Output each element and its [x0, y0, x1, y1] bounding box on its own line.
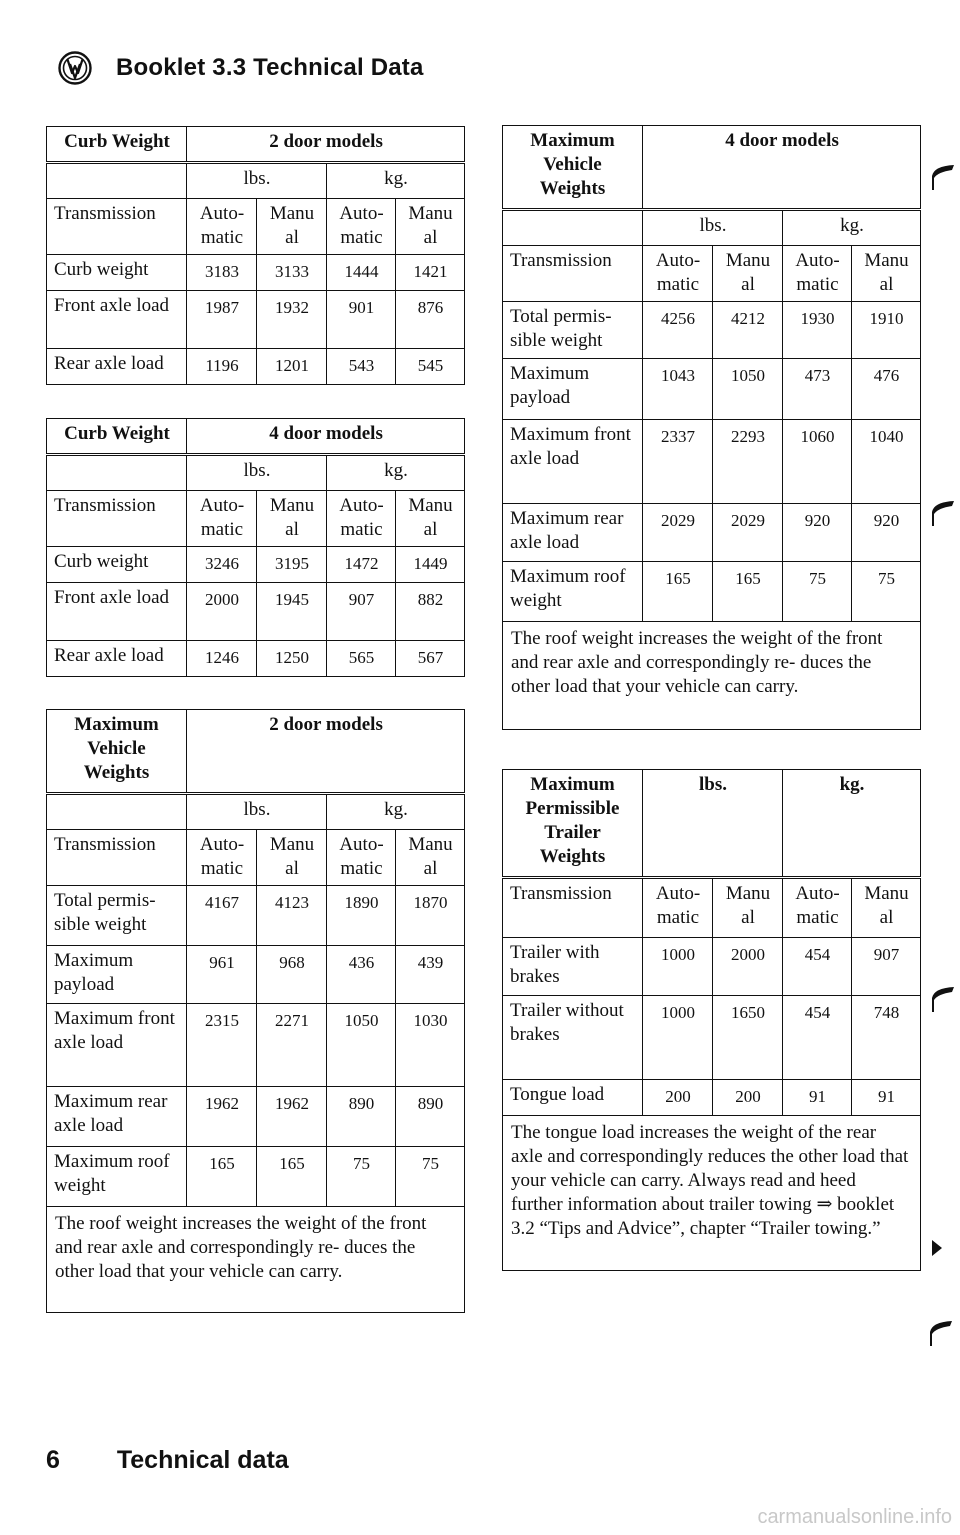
row-label: Rear axle load: [47, 641, 187, 677]
trans-auto: Auto- matic: [187, 199, 257, 255]
cell-value: 439: [396, 946, 465, 1004]
cell-value: 961: [187, 946, 257, 1004]
table-row: [47, 886, 465, 946]
cell-value: 1043: [643, 359, 713, 420]
row-label: Curb weight: [47, 255, 187, 291]
trans-manual: Manu al: [396, 199, 465, 255]
page-title: Booklet 3.3 Technical Data: [116, 54, 424, 81]
cell-value: 3183: [187, 255, 257, 291]
row-label: Trailer with brakes: [503, 938, 643, 996]
cell-value: 476: [852, 359, 921, 420]
max-vehicle-weights-2door-table: [46, 709, 465, 1313]
cell-value: 1962: [257, 1087, 327, 1147]
cell-value: 3133: [257, 255, 327, 291]
table-title: Maximum Vehicle Weights: [503, 126, 643, 210]
table-row: [47, 291, 465, 349]
table-row: [47, 1087, 465, 1147]
row-label: Transmission: [47, 830, 187, 886]
unit-lbs: lbs.: [643, 210, 783, 246]
trans-auto: Auto- matic: [643, 878, 713, 938]
row-label: Total permis- sible weight: [47, 886, 187, 946]
curb-weight-2door-table: [46, 126, 465, 385]
page-corner-mark-icon: [926, 1318, 954, 1348]
unit-kg: kg.: [327, 794, 465, 830]
table-note: The roof weight increases the weight of the front and rear axle and correspondingly re- duces the other load that your vehicle can carry.: [503, 622, 921, 730]
row-label: Total permis- sible weight: [503, 302, 643, 359]
row-label: Transmission: [47, 199, 187, 255]
cell-value: 1650: [713, 996, 783, 1080]
row-label: Maximum front axle load: [47, 1004, 187, 1087]
cell-value: 901: [327, 291, 396, 349]
cell-value: 1945: [257, 583, 327, 641]
cell-value: 968: [257, 946, 327, 1004]
row-label: Rear axle load: [47, 349, 187, 385]
cell-value: 165: [643, 562, 713, 622]
cell-value: 1050: [327, 1004, 396, 1087]
cell-value: 1930: [783, 302, 852, 359]
table-row: [47, 1004, 465, 1087]
unit-kg: kg.: [783, 210, 921, 246]
table-title: Maximum Vehicle Weights: [47, 710, 187, 794]
cell-value: 165: [187, 1147, 257, 1207]
cell-value: 1201: [257, 349, 327, 385]
cell-value: 1962: [187, 1087, 257, 1147]
group-header: 2 door models: [187, 127, 465, 163]
page-header: [58, 48, 424, 88]
cell-value: 473: [783, 359, 852, 420]
row-label: Transmission: [503, 878, 643, 938]
table-row: [47, 547, 465, 583]
trans-auto: Auto- matic: [187, 491, 257, 547]
cell-value: 543: [327, 349, 396, 385]
table-row: [503, 938, 921, 996]
unit-kg: kg.: [327, 455, 465, 491]
table-row: [47, 255, 465, 291]
row-label: Transmission: [47, 491, 187, 547]
table-row: [47, 349, 465, 385]
unit-lbs: lbs.: [187, 794, 327, 830]
trans-manual: Manu al: [852, 246, 921, 302]
watermark: carmanualsonline.info: [757, 1506, 952, 1528]
cell-value: 1987: [187, 291, 257, 349]
cell-value: 1870: [396, 886, 465, 946]
trans-auto: Auto- matic: [327, 491, 396, 547]
cell-value: 1050: [713, 359, 783, 420]
row-label: Maximum roof weight: [47, 1147, 187, 1207]
trans-manual: Manu al: [713, 878, 783, 938]
cell-value: 1444: [327, 255, 396, 291]
unit-kg: kg.: [327, 163, 465, 199]
cell-value: 567: [396, 641, 465, 677]
row-label: Maximum rear axle load: [503, 504, 643, 562]
trans-auto: Auto- matic: [783, 878, 852, 938]
cell-value: 4123: [257, 886, 327, 946]
table-row: [503, 562, 921, 622]
cell-value: 165: [257, 1147, 327, 1207]
trans-manual: Manu al: [396, 491, 465, 547]
group-header: 4 door models: [187, 419, 465, 455]
cell-value: 75: [783, 562, 852, 622]
vw-logo-icon: [58, 51, 92, 85]
cell-value: 890: [327, 1087, 396, 1147]
cell-value: 454: [783, 996, 852, 1080]
cell-value: 4167: [187, 886, 257, 946]
row-label: Front axle load: [47, 291, 187, 349]
cell-value: 1060: [783, 420, 852, 504]
cell-value: 882: [396, 583, 465, 641]
table-row: [47, 1147, 465, 1207]
unit-lbs: lbs.: [187, 163, 327, 199]
cell-value: 1040: [852, 420, 921, 504]
table-row: [503, 996, 921, 1080]
row-label: Curb weight: [47, 547, 187, 583]
table-row: [503, 1080, 921, 1116]
group-header: 2 door models: [187, 710, 465, 794]
cell-value: 454: [783, 938, 852, 996]
trans-auto: Auto- matic: [643, 246, 713, 302]
cell-value: 165: [713, 562, 783, 622]
page-corner-mark-icon: [928, 162, 956, 192]
row-label: Maximum roof weight: [503, 562, 643, 622]
table-note: The roof weight increases the weight of the front and rear axle and correspondingly re- duces the other load that your vehicle can carry.: [47, 1207, 465, 1313]
cell-value: 890: [396, 1087, 465, 1147]
row-label: Front axle load: [47, 583, 187, 641]
cell-value: 2271: [257, 1004, 327, 1087]
table-row: [47, 641, 465, 677]
trailer-weights-table: [502, 769, 921, 1271]
trans-manual: Manu al: [713, 246, 783, 302]
row-label: Maximum front axle load: [503, 420, 643, 504]
page-footer: [46, 1446, 289, 1475]
curb-weight-4door-table: [46, 418, 465, 677]
cell-value: 565: [327, 641, 396, 677]
cell-value: 1250: [257, 641, 327, 677]
cell-value: 91: [783, 1080, 852, 1116]
section-title: Technical data: [116, 1446, 289, 1474]
cell-value: 920: [852, 504, 921, 562]
cell-value: 1421: [396, 255, 465, 291]
table-title: Maximum Permissible Trailer Weights: [503, 770, 643, 878]
table-row: [503, 302, 921, 359]
cell-value: 91: [852, 1080, 921, 1116]
trans-manual: Manu al: [396, 830, 465, 886]
cell-value: 75: [396, 1147, 465, 1207]
cell-value: 1472: [327, 547, 396, 583]
cell-value: 75: [327, 1147, 396, 1207]
cell-value: 1932: [257, 291, 327, 349]
cell-value: 1890: [327, 886, 396, 946]
max-vehicle-weights-4door-table: [502, 125, 921, 730]
cell-value: 2000: [187, 583, 257, 641]
cell-value: 1910: [852, 302, 921, 359]
table-row: [503, 504, 921, 562]
table-row: [47, 946, 465, 1004]
cell-value: 3195: [257, 547, 327, 583]
page-corner-mark-icon: [928, 984, 956, 1014]
trans-auto: Auto- matic: [327, 830, 396, 886]
page-corner-mark-icon: [928, 498, 956, 528]
cell-value: 907: [327, 583, 396, 641]
cell-value: 1000: [643, 938, 713, 996]
cell-value: 3246: [187, 547, 257, 583]
cell-value: 200: [643, 1080, 713, 1116]
cell-value: 1000: [643, 996, 713, 1080]
cell-value: 2315: [187, 1004, 257, 1087]
row-label: Tongue load: [503, 1080, 643, 1116]
cell-value: 545: [396, 349, 465, 385]
cell-value: 4256: [643, 302, 713, 359]
cell-value: 876: [396, 291, 465, 349]
table-row: [503, 420, 921, 504]
cell-value: 748: [852, 996, 921, 1080]
cell-value: 200: [713, 1080, 783, 1116]
cell-value: 2029: [713, 504, 783, 562]
cell-value: 2029: [643, 504, 713, 562]
row-label: Transmission: [503, 246, 643, 302]
trans-auto: Auto- matic: [187, 830, 257, 886]
cell-value: 2337: [643, 420, 713, 504]
cell-value: 2293: [713, 420, 783, 504]
unit-lbs: lbs.: [187, 455, 327, 491]
table-title: Curb Weight: [47, 127, 187, 163]
table-title: Curb Weight: [47, 419, 187, 455]
cell-value: 2000: [713, 938, 783, 996]
row-label: Maximum payload: [47, 946, 187, 1004]
row-label: Maximum payload: [503, 359, 643, 420]
trans-auto: Auto- matic: [327, 199, 396, 255]
cell-value: 1030: [396, 1004, 465, 1087]
table-row: [503, 359, 921, 420]
row-label: Maximum rear axle load: [47, 1087, 187, 1147]
unit-kg: kg.: [783, 770, 921, 878]
cell-value: 1196: [187, 349, 257, 385]
trans-manual: Manu al: [257, 199, 327, 255]
cell-value: 4212: [713, 302, 783, 359]
table-row: [47, 583, 465, 641]
trans-auto: Auto- matic: [783, 246, 852, 302]
cell-value: 75: [852, 562, 921, 622]
table-note: The tongue load increases the weight of the rear axle and correspondingly reduces the other load that your vehicle can carry. Always read and heed further information about trailer towing ⇒ booklet 3.2 “Tips and Advice”, chapter “Trailer towing.”: [503, 1116, 921, 1271]
page-number: 6: [46, 1446, 60, 1474]
row-label: Trailer without brakes: [503, 996, 643, 1080]
cell-value: 1449: [396, 547, 465, 583]
trans-manual: Manu al: [852, 878, 921, 938]
cell-value: 907: [852, 938, 921, 996]
trans-manual: Manu al: [257, 830, 327, 886]
cell-value: 436: [327, 946, 396, 1004]
unit-lbs: lbs.: [643, 770, 783, 878]
group-header: 4 door models: [643, 126, 921, 210]
cell-value: 1246: [187, 641, 257, 677]
trans-manual: Manu al: [257, 491, 327, 547]
cell-value: 920: [783, 504, 852, 562]
continue-arrow-icon: [932, 1240, 942, 1256]
